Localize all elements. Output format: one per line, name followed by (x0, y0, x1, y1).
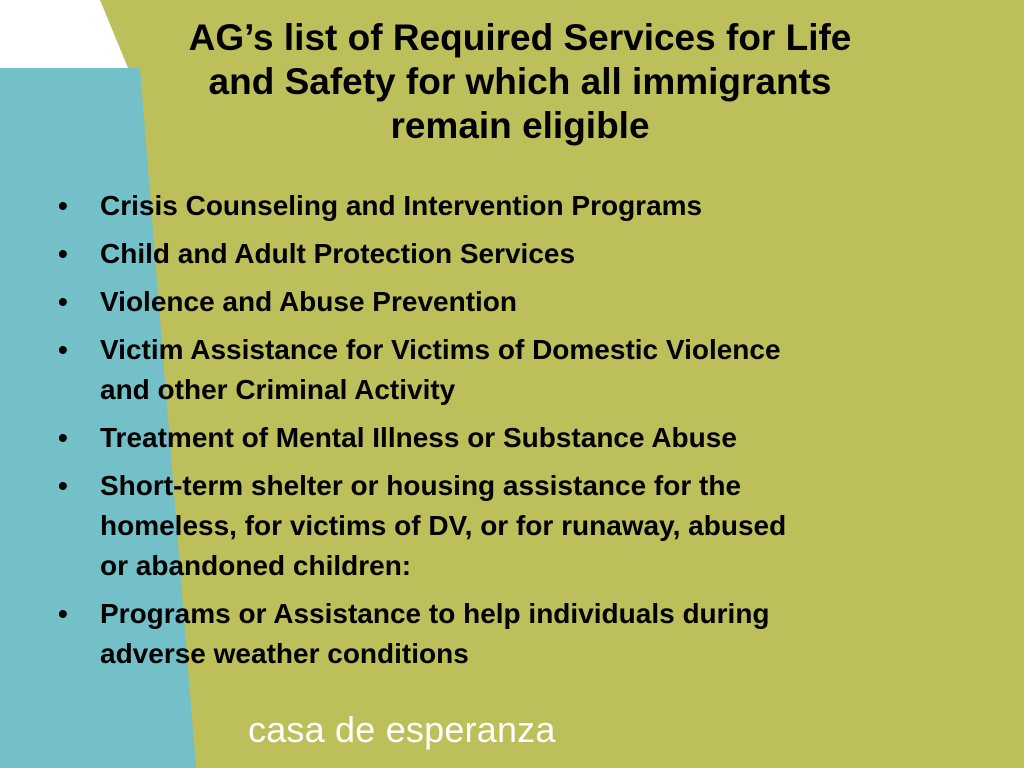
bullet-text: Crisis Counseling and Intervention Programs (100, 190, 703, 221)
bullet-icon: • (58, 422, 68, 453)
casa-de-esperanza-logo: casa de esperanza (248, 709, 556, 750)
list-item (58, 330, 958, 410)
bullet-list (58, 186, 958, 682)
slide-title: AG’s list of Required Services for Life and Safety for which all immigrants remain eligible (188, 17, 852, 146)
bullet-text: Programs or Assistance to help individuals during adverse weather conditions (100, 598, 770, 669)
bullet-icon: • (58, 470, 68, 501)
list-item (58, 418, 958, 458)
list-item (58, 466, 958, 586)
bullet-icon: • (58, 286, 68, 317)
bullet-text: Short-term shelter or housing assistance for the homeless, for victims of DV, or for runaway, abused or abandoned children: (100, 470, 787, 581)
bullet-icon: • (58, 598, 68, 629)
bullet-text: Child and Adult Protection Services (100, 238, 576, 269)
bullet-icon: • (58, 334, 68, 365)
bullet-text: Victim Assistance for Victims of Domestic Violence and other Criminal Activity (100, 334, 781, 405)
bullet-icon: • (58, 238, 68, 269)
bullet-text: Treatment of Mental Illness or Substance Abuse (100, 422, 737, 453)
bullet-text: Violence and Abuse Prevention (100, 286, 518, 317)
list-item (58, 234, 958, 274)
list-item (58, 282, 958, 322)
list-item (58, 594, 958, 674)
list-item (58, 186, 958, 226)
bullet-icon: • (58, 190, 68, 221)
